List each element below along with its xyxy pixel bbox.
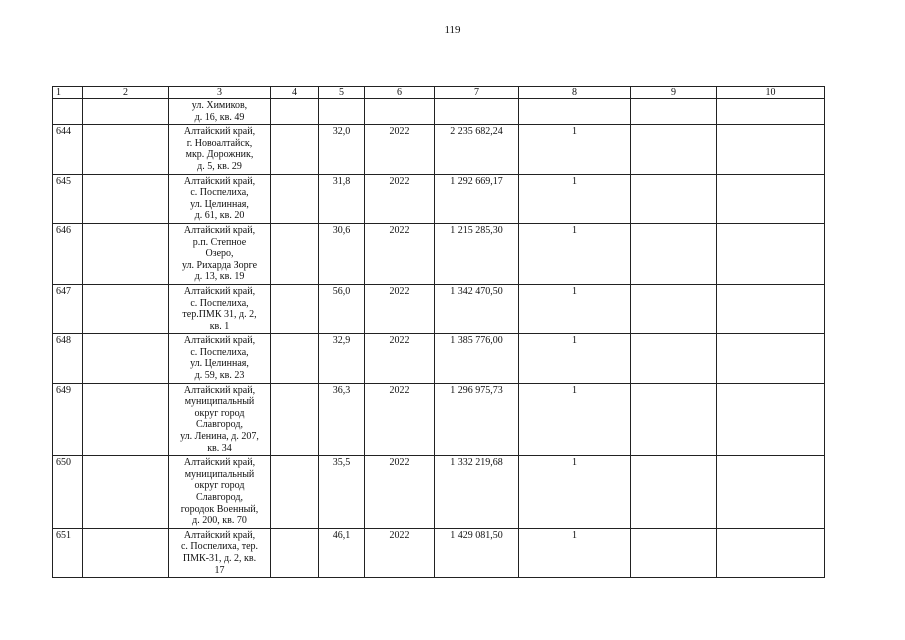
- address-cell: [169, 334, 271, 383]
- year-cell: 2022: [365, 528, 435, 577]
- address-line: Алтайский край,: [183, 457, 256, 469]
- column-header: 1: [53, 87, 83, 99]
- address-line: д. 200, кв. 70: [192, 515, 247, 527]
- address-cell: [169, 174, 271, 223]
- page-number: 119: [444, 24, 461, 36]
- column-header: 10: [717, 87, 825, 99]
- empty-cell: [631, 528, 717, 577]
- year-cell: 2022: [365, 125, 435, 174]
- table-row: [53, 334, 825, 383]
- price-cell: 1 385 776,00: [435, 334, 519, 383]
- area-cell: 36,3: [319, 383, 365, 456]
- address-cell: [169, 99, 271, 125]
- row-number: 648: [53, 334, 83, 383]
- address-cell: [169, 284, 271, 333]
- table-row: [53, 125, 825, 174]
- address-line: г. Новоалтайск,: [186, 137, 253, 149]
- table-row: [53, 99, 825, 125]
- address-line: мкр. Дорожник,: [185, 149, 254, 161]
- address-line: округ город: [194, 407, 245, 419]
- year-cell: 2022: [365, 284, 435, 333]
- address-cell: [169, 223, 271, 284]
- empty-cell: [271, 383, 319, 456]
- empty-cell: [83, 223, 169, 284]
- address-line: Алтайский край,: [183, 335, 256, 347]
- column-header: 5: [319, 87, 365, 99]
- row-number: 650: [53, 456, 83, 529]
- column-header: 8: [519, 87, 631, 99]
- empty-cell: [83, 284, 169, 333]
- price-cell: 1 215 285,30: [435, 223, 519, 284]
- price-cell: 1 296 975,73: [435, 383, 519, 456]
- column-header: 3: [169, 87, 271, 99]
- row-number: 645: [53, 174, 83, 223]
- address-line: Славгород,: [196, 419, 243, 431]
- address-line: д. 59, кв. 23: [194, 370, 245, 382]
- table-row: [53, 456, 825, 529]
- area-cell: 56,0: [319, 284, 365, 333]
- column-header: 7: [435, 87, 519, 99]
- table-row: [53, 383, 825, 456]
- area-cell: 32,0: [319, 125, 365, 174]
- table-row: [53, 223, 825, 284]
- row-number: 644: [53, 125, 83, 174]
- address-line: д. 16, кв. 49: [194, 111, 245, 123]
- empty-cell: [631, 223, 717, 284]
- address-line: Алтайский край,: [183, 529, 256, 541]
- address-line: с. Поспелиха, тер.: [180, 541, 259, 553]
- empty-cell: [83, 125, 169, 174]
- address-line: ПМК-31, д. 2, кв.: [182, 552, 257, 564]
- empty-cell: [271, 99, 319, 125]
- column-header: 9: [631, 87, 717, 99]
- empty-cell: [631, 174, 717, 223]
- count-cell: 1: [519, 125, 631, 174]
- column-header: 4: [271, 87, 319, 99]
- address-line: ул. Рихарда Зорге: [181, 259, 258, 271]
- address-line: ул. Химиков,: [191, 100, 248, 111]
- address-line: Алтайский край,: [183, 126, 256, 138]
- address-line: 17: [214, 564, 225, 576]
- area-cell: 35,5: [319, 456, 365, 529]
- count-cell: 1: [519, 334, 631, 383]
- table-row: [53, 174, 825, 223]
- empty-cell: [83, 528, 169, 577]
- address-cell: [169, 456, 271, 529]
- count-cell: 1: [519, 383, 631, 456]
- address-line: Алтайский край,: [183, 384, 256, 396]
- price-cell: 1 342 470,50: [435, 284, 519, 333]
- address-cell: [169, 383, 271, 456]
- year-cell: 2022: [365, 174, 435, 223]
- area-cell: 30,6: [319, 223, 365, 284]
- row-number: [53, 99, 83, 125]
- column-header: 2: [83, 87, 169, 99]
- year-cell: 2022: [365, 456, 435, 529]
- empty-cell: [631, 334, 717, 383]
- area-cell: 46,1: [319, 528, 365, 577]
- empty-cell: [631, 99, 717, 125]
- address-line: с. Поспелиха,: [190, 297, 249, 309]
- count-cell: 1: [519, 284, 631, 333]
- address-line: муниципальный: [184, 396, 255, 408]
- area-cell: 31,8: [319, 174, 365, 223]
- count-cell: 1: [519, 223, 631, 284]
- empty-cell: [717, 174, 825, 223]
- column-number-row: [53, 87, 825, 99]
- empty-cell: [271, 528, 319, 577]
- empty-cell: [83, 334, 169, 383]
- area-cell: [319, 99, 365, 125]
- empty-cell: [271, 284, 319, 333]
- count-cell: [519, 99, 631, 125]
- empty-cell: [83, 383, 169, 456]
- year-cell: 2022: [365, 334, 435, 383]
- price-cell: 1 292 669,17: [435, 174, 519, 223]
- empty-cell: [717, 456, 825, 529]
- address-line: городок Военный,: [180, 503, 259, 515]
- count-cell: 1: [519, 174, 631, 223]
- price-cell: 1 332 219,68: [435, 456, 519, 529]
- empty-cell: [717, 125, 825, 174]
- address-line: Алтайский край,: [183, 175, 256, 187]
- address-line: Озеро,: [205, 248, 234, 260]
- address-line: д. 61, кв. 20: [194, 210, 245, 222]
- table-row: [53, 528, 825, 577]
- price-cell: [435, 99, 519, 125]
- count-cell: 1: [519, 528, 631, 577]
- column-header: 6: [365, 87, 435, 99]
- address-line: с. Поспелиха,: [190, 187, 249, 199]
- row-number: 649: [53, 383, 83, 456]
- empty-cell: [271, 174, 319, 223]
- address-line: д. 5, кв. 29: [197, 160, 242, 172]
- address-line: ул. Целинная,: [190, 198, 249, 210]
- address-line: ул. Целинная,: [190, 358, 249, 370]
- area-cell: 32,9: [319, 334, 365, 383]
- empty-cell: [717, 284, 825, 333]
- empty-cell: [717, 528, 825, 577]
- address-cell: [169, 125, 271, 174]
- empty-cell: [717, 99, 825, 125]
- empty-cell: [717, 223, 825, 284]
- count-cell: 1: [519, 456, 631, 529]
- year-cell: [365, 99, 435, 125]
- empty-cell: [83, 456, 169, 529]
- address-line: муниципальный: [184, 468, 255, 480]
- row-number: 646: [53, 223, 83, 284]
- price-cell: 1 429 081,50: [435, 528, 519, 577]
- address-cell: [169, 528, 271, 577]
- year-cell: 2022: [365, 223, 435, 284]
- address-line: Алтайский край,: [183, 224, 256, 236]
- row-number: 651: [53, 528, 83, 577]
- table-row: [53, 284, 825, 333]
- address-line: ул. Ленина, д. 207,: [180, 431, 259, 443]
- address-line: округ город: [194, 480, 245, 492]
- row-number: 647: [53, 284, 83, 333]
- empty-cell: [631, 125, 717, 174]
- empty-cell: [631, 284, 717, 333]
- empty-cell: [717, 334, 825, 383]
- empty-cell: [631, 383, 717, 456]
- address-line: р.п. Степное: [192, 236, 247, 248]
- empty-cell: [631, 456, 717, 529]
- address-line: кв. 34: [207, 442, 232, 454]
- empty-cell: [271, 456, 319, 529]
- empty-cell: [717, 383, 825, 456]
- address-line: с. Поспелиха,: [190, 346, 249, 358]
- empty-cell: [271, 125, 319, 174]
- empty-cell: [271, 334, 319, 383]
- empty-cell: [83, 99, 169, 125]
- address-line: кв. 1: [209, 320, 230, 332]
- address-line: тер.ПМК 31, д. 2,: [182, 309, 257, 321]
- price-cell: 2 235 682,24: [435, 125, 519, 174]
- address-line: Алтайский край,: [183, 285, 256, 297]
- empty-cell: [83, 174, 169, 223]
- address-line: д. 13, кв. 19: [194, 271, 245, 283]
- address-line: Славгород,: [196, 492, 243, 503]
- property-register-table: [52, 86, 825, 578]
- year-cell: 2022: [365, 383, 435, 456]
- empty-cell: [271, 223, 319, 284]
